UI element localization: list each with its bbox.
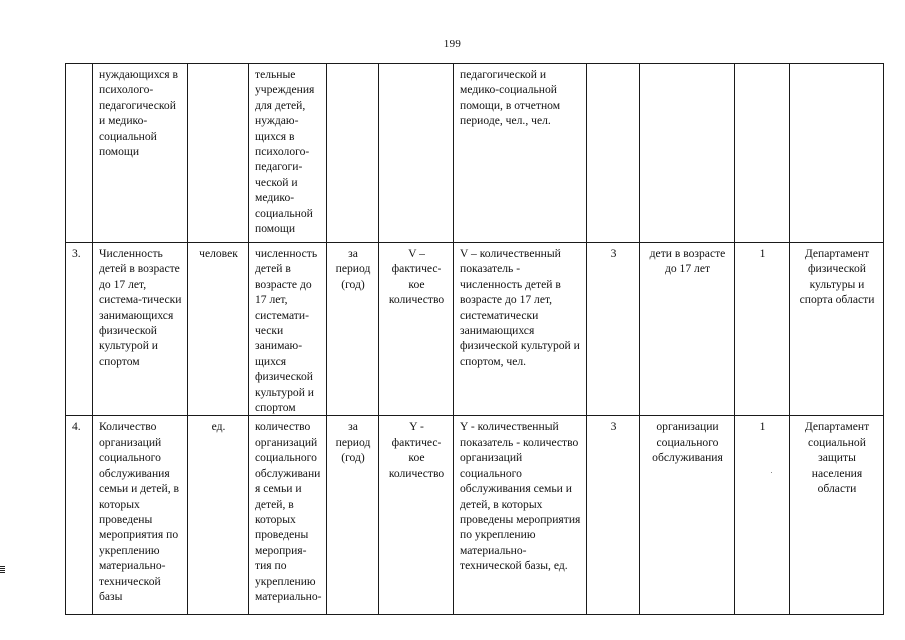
row-number-cell: 4. [66, 416, 93, 615]
responsible-cell: Департамент социальной защиты населения области [790, 416, 884, 615]
page-number: 199 [443, 38, 462, 50]
definition-cell: тельные учреждения для детей, нуждаю-щихся в психолого-педагоги-ческой и медико-социальной помощи [249, 64, 327, 243]
formula-cell [379, 64, 454, 243]
scan-artifact [0, 566, 5, 573]
period-cell: за период (год) [327, 243, 379, 416]
table-row [66, 64, 884, 243]
responsible-cell: Департамент физической культуры и спорта области [790, 243, 884, 416]
population-cell [640, 64, 735, 243]
unit-cell [188, 64, 249, 243]
indicator-description-cell: Y - количественный показатель - количество организаций социального обслуживания семьи и детей, в которых проведены мероприятия по укреплению материально-технической базы, ед. [454, 416, 587, 615]
period-cell [327, 64, 379, 243]
indicator-name-cell: Количество организаций социального обслуживания семьи и детей, в которых проведены мероприятия по укреплению материально-технической базы [93, 416, 188, 615]
period-cell: за период (год) [327, 416, 379, 615]
row-number-cell: 3. [66, 243, 93, 416]
definition-cell: численность детей в возрасте до 17 лет, системати-чески занимаю-щихся физической культурой и спортом [249, 243, 327, 416]
source-code-cell [735, 64, 790, 243]
unit-cell: человек [188, 243, 249, 416]
indicators-table [65, 63, 884, 615]
method-cell [587, 64, 640, 243]
source-code-cell: 1 [735, 243, 790, 416]
formula-cell: V – фактичес-кое количество [379, 243, 454, 416]
formula-cell: Y - фактичес-кое количество [379, 416, 454, 615]
row-number-cell [66, 64, 93, 243]
table-row [66, 243, 884, 416]
source-code-cell: 1 [735, 416, 790, 615]
unit-cell: ед. [188, 416, 249, 615]
responsible-cell [790, 64, 884, 243]
method-cell: 3 [587, 243, 640, 416]
indicator-name-cell: нуждающихся в психолого-педагогической и медико-социальной помощи [93, 64, 188, 243]
indicator-description-cell: педагогической и медико-социальной помощи, в отчетном периоде, чел., чел. [454, 64, 587, 243]
population-cell: организации социального обслуживания [640, 416, 735, 615]
indicator-description-cell: V – количественный показатель - численность детей в возрасте до 17 лет, систематически занимающихся физической культурой и спортом, чел. [454, 243, 587, 416]
method-cell: 3 [587, 416, 640, 615]
table-row [66, 416, 884, 615]
definition-cell: количество организаций социального обслуживани я семьи и детей, в которых проведены мероприя-тия по укреплению материально- [249, 416, 327, 615]
indicator-name-cell: Численность детей в возрасте до 17 лет, система-тически занимающихся физической культурой и спортом [93, 243, 188, 416]
scan-speck [771, 472, 772, 473]
population-cell: дети в возрасте до 17 лет [640, 243, 735, 416]
